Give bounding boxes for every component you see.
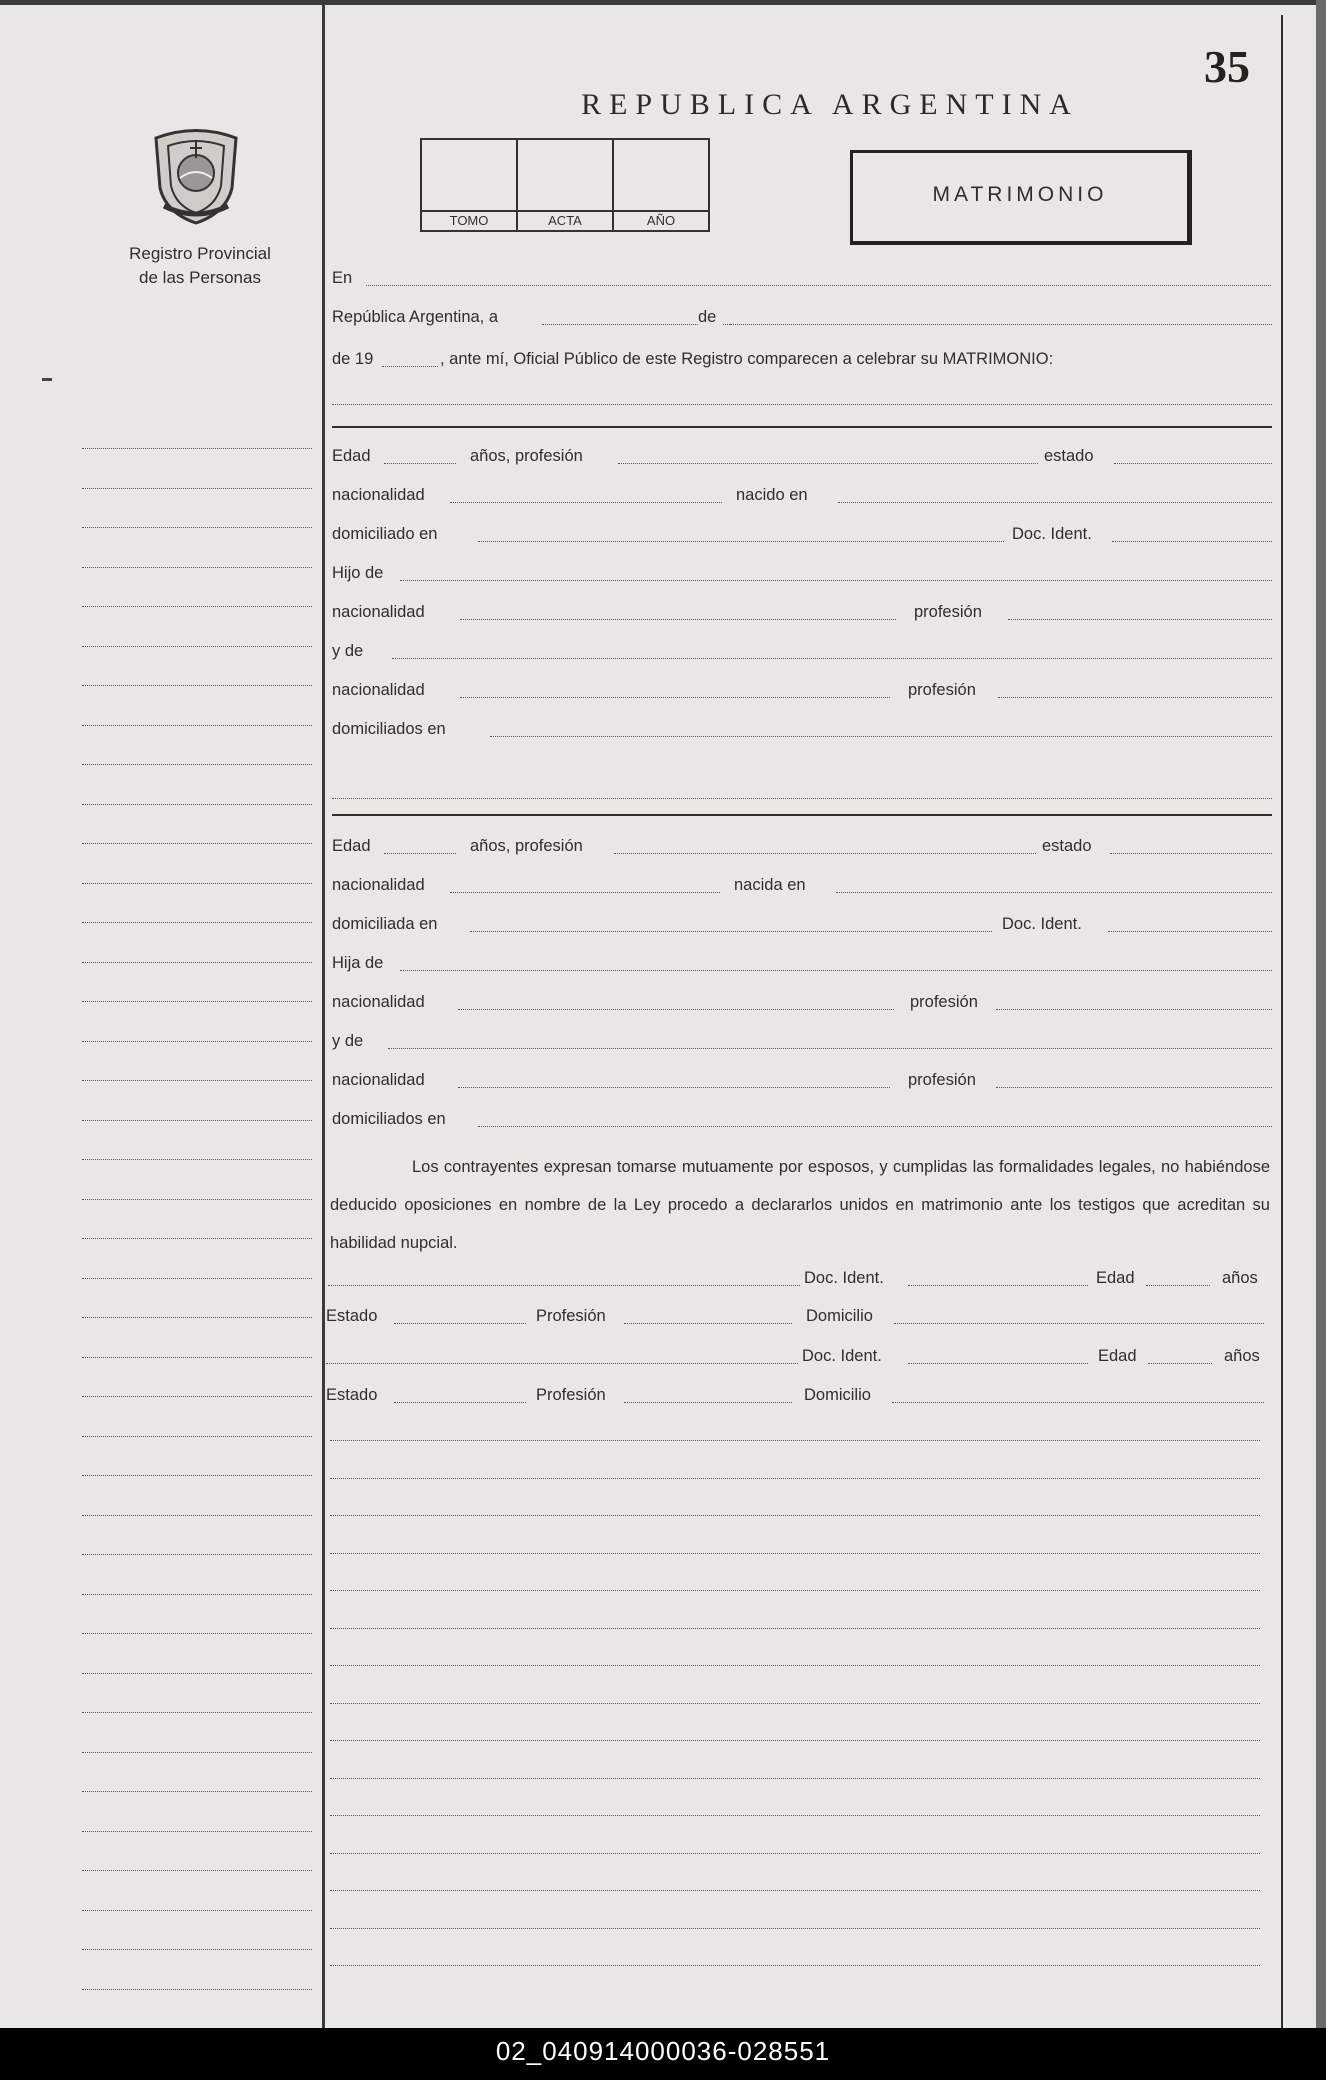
bride-nacionalidad-row: [332, 869, 1272, 899]
remarks-line[interactable]: [330, 1740, 1260, 1741]
margin-note-line[interactable]: [82, 646, 312, 647]
bride-nacida-en-label: nacida en: [734, 876, 806, 894]
witness2-name-field[interactable]: [326, 1363, 798, 1364]
comparecen-text: , ante mí, Oficial Público de este Registro comparecen a celebrar su MATRIMONIO:: [440, 350, 1054, 368]
witness2-domicilio-field[interactable]: [892, 1402, 1264, 1403]
groom-mother-nacionalidad-label: nacionalidad: [332, 681, 425, 699]
bride-father-nac-row: [332, 986, 1272, 1016]
groom-doc-ident-label: Doc. Ident.: [1012, 525, 1092, 543]
month-field[interactable]: [730, 324, 1272, 325]
right-margin-rule: [1281, 15, 1283, 2028]
bride-y-de-label: y de: [332, 1032, 364, 1050]
bride-edad-field[interactable]: [384, 853, 456, 854]
margin-note-line[interactable]: [82, 1475, 312, 1476]
margin-mark: [42, 378, 52, 381]
groom-nacionalidad-label: nacionalidad: [332, 486, 425, 504]
bride-mother-nacionalidad-field[interactable]: [458, 1087, 890, 1088]
bride-doc-ident-label: Doc. Ident.: [1002, 915, 1082, 933]
bride-mother-profesion-label: profesión: [908, 1071, 976, 1089]
groom-edad-label: Edad: [332, 447, 371, 465]
witness2-doc-field[interactable]: [908, 1363, 1088, 1364]
record-type-label: MATRIMONIO: [932, 183, 1108, 206]
margin-note-line[interactable]: [82, 1752, 312, 1753]
margin-note-line[interactable]: [82, 725, 312, 726]
bride-hija-de-label: Hija de: [332, 954, 384, 972]
margin-note-line[interactable]: [82, 1317, 312, 1318]
remarks-line[interactable]: [330, 1590, 1260, 1591]
bride-father-nacionalidad-label: nacionalidad: [332, 993, 425, 1011]
margin-note-line[interactable]: [82, 1989, 312, 1990]
ano-cell: [614, 140, 708, 230]
margin-note-line[interactable]: [82, 962, 312, 963]
declaration-paragraph: [330, 1148, 1270, 1262]
groom-nacionalidad-field[interactable]: [450, 502, 722, 503]
groom-profesion-field[interactable]: [618, 463, 1038, 464]
groom-domiciliado-label: domiciliado en: [332, 525, 438, 543]
margin-note-line[interactable]: [82, 1199, 312, 1200]
margin-note-line[interactable]: [82, 488, 312, 489]
year-field[interactable]: [382, 366, 438, 367]
groom-estado-label: estado: [1044, 447, 1094, 465]
groom-mother-profesion-field[interactable]: [998, 697, 1272, 698]
remarks-line[interactable]: [330, 1665, 1260, 1666]
registry-caption: [90, 242, 310, 290]
groom-father-profesion-label: profesión: [914, 603, 982, 621]
margin-note-line[interactable]: [82, 1357, 312, 1358]
groom-anos-profesion-label: años, profesión: [470, 447, 583, 465]
witness1-edad-label: Edad: [1096, 1269, 1135, 1287]
witness1-edad-field[interactable]: [1146, 1285, 1210, 1286]
remarks-line[interactable]: [330, 1628, 1260, 1629]
intro-en-row: [332, 262, 1272, 292]
remarks-line[interactable]: [330, 1553, 1260, 1554]
margin-note-line[interactable]: [82, 1831, 312, 1832]
page-edge-shadow: [1316, 0, 1326, 2028]
bride-domiciliada-label: domiciliada en: [332, 915, 438, 933]
groom-doc-ident-field[interactable]: [1112, 541, 1272, 542]
top-border: [0, 0, 1326, 5]
en-label: En: [332, 269, 353, 287]
scan-id-label: 02_040914000036-028551: [495, 2036, 831, 2066]
bride-nacida-en-field[interactable]: [836, 892, 1272, 893]
bride-estado-field[interactable]: [1110, 853, 1272, 854]
bride-mother-nac-row: [332, 1064, 1272, 1094]
witness2-anos-label: años: [1224, 1347, 1260, 1365]
margin-note-line[interactable]: [82, 1001, 312, 1002]
witness2-estado-field[interactable]: [394, 1402, 526, 1403]
bride-father-nacionalidad-field[interactable]: [458, 1009, 894, 1010]
margin-note-line[interactable]: [82, 1396, 312, 1397]
en-field[interactable]: [366, 285, 1271, 286]
groom-father-nacionalidad-field[interactable]: [460, 619, 896, 620]
margin-note-line[interactable]: [82, 1041, 312, 1042]
page-number: 35: [1204, 41, 1250, 92]
witness2-doc-row: [326, 1340, 1266, 1370]
bride-profesion-field[interactable]: [614, 853, 1036, 854]
groom-hijo-row: [332, 557, 1272, 587]
witness1-anos-label: años: [1222, 1269, 1258, 1287]
margin-note-line[interactable]: [82, 843, 312, 844]
witness1-domicilio-field[interactable]: [894, 1323, 1264, 1324]
remarks-line[interactable]: [330, 1703, 1260, 1704]
registry-line-1: Registro Provincial: [129, 244, 271, 263]
margin-note-line[interactable]: [82, 1949, 312, 1950]
bride-parents-dom-row: [332, 1103, 1272, 1133]
bride-nacionalidad-field[interactable]: [450, 892, 720, 893]
groom-domicilio-row: [332, 518, 1272, 548]
witness2-profesion-field[interactable]: [624, 1402, 792, 1403]
bride-hija-row: [332, 947, 1272, 977]
margin-note-line[interactable]: [82, 1554, 312, 1555]
groom-extra-line[interactable]: [332, 798, 1272, 799]
remarks-line[interactable]: [330, 1890, 1260, 1891]
groom-edad-field[interactable]: [384, 463, 456, 464]
bride-anos-profesion-label: años, profesión: [470, 837, 583, 855]
bride-mother-row: [332, 1025, 1272, 1055]
witness1-doc-field[interactable]: [908, 1285, 1088, 1286]
groom-mother-nacionalidad-field[interactable]: [460, 697, 890, 698]
groom-hijo-de-label: Hijo de: [332, 564, 384, 582]
witness2-edad-field[interactable]: [1148, 1363, 1212, 1364]
margin-note-line[interactable]: [82, 1870, 312, 1871]
remarks-line[interactable]: [330, 1515, 1260, 1516]
margin-note-line[interactable]: [82, 1515, 312, 1516]
remarks-line[interactable]: [330, 1778, 1260, 1779]
section-rule-1: [332, 426, 1272, 428]
remarks-line[interactable]: [330, 1853, 1260, 1854]
witness2-edad-label: Edad: [1098, 1347, 1137, 1365]
groom-father-profesion-field[interactable]: [1008, 619, 1272, 620]
margin-note-line[interactable]: [82, 883, 312, 884]
remarks-line[interactable]: [330, 1478, 1260, 1479]
intro-year-row: [332, 343, 1272, 373]
groom-mother-profesion-label: profesión: [908, 681, 976, 699]
witness1-doc-ident-label: Doc. Ident.: [804, 1269, 884, 1287]
bride-mother-profesion-field[interactable]: [996, 1087, 1272, 1088]
bride-mother-nacionalidad-label: nacionalidad: [332, 1071, 425, 1089]
remarks-line[interactable]: [330, 1440, 1260, 1441]
witness2-estado-label: Estado: [326, 1386, 378, 1404]
groom-father-nac-row: [332, 596, 1272, 626]
margin-note-line[interactable]: [82, 922, 312, 923]
bride-doc-ident-field[interactable]: [1108, 931, 1272, 932]
bride-estado-label: estado: [1042, 837, 1092, 855]
tomo-label: TOMO: [422, 210, 516, 230]
witness1-profesion-field[interactable]: [624, 1323, 792, 1324]
margin-note-line[interactable]: [82, 567, 312, 568]
groom-nacido-en-label: nacido en: [736, 486, 808, 504]
groom-father-field[interactable]: [400, 580, 1272, 581]
groom-parents-domicilio-field[interactable]: [490, 736, 1272, 737]
bride-domicilio-row: [332, 908, 1272, 938]
margin-note-line[interactable]: [82, 685, 312, 686]
bride-domiciliados-label: domiciliados en: [332, 1110, 446, 1128]
margin-note-line[interactable]: [82, 448, 312, 449]
margin-note-line[interactable]: [82, 1159, 312, 1160]
groom-mother-field[interactable]: [392, 658, 1272, 659]
witness1-doc-row: [328, 1262, 1268, 1292]
intro-date-row: [332, 301, 1272, 331]
tomo-cell: [422, 140, 518, 230]
margin-note-line[interactable]: [82, 1712, 312, 1713]
bride-edad-label: Edad: [332, 837, 371, 855]
remarks-line[interactable]: [330, 1965, 1260, 1966]
margin-note-line[interactable]: [82, 606, 312, 607]
witness1-estado-row: [326, 1300, 1266, 1330]
witness1-estado-field[interactable]: [394, 1323, 526, 1324]
witness1-name-field[interactable]: [328, 1285, 800, 1286]
groom-nacionalidad-row: [332, 479, 1272, 509]
provincial-seal-icon: [146, 118, 246, 228]
margin-note-line[interactable]: [82, 1673, 312, 1674]
margin-divider: [322, 0, 325, 2028]
acta-cell: [518, 140, 614, 230]
registry-line-2: de las Personas: [139, 268, 261, 287]
remarks-line[interactable]: [330, 1928, 1260, 1929]
margin-note-line[interactable]: [82, 1594, 312, 1595]
section-rule-2: [332, 814, 1272, 816]
margin-note-line[interactable]: [82, 527, 312, 528]
bride-father-profesion-label: profesión: [910, 993, 978, 1011]
margin-note-line[interactable]: [82, 804, 312, 805]
bride-father-profesion-field[interactable]: [996, 1009, 1272, 1010]
de-label: de: [698, 308, 722, 327]
de19-label: de 19: [332, 350, 374, 368]
bride-edad-row: [332, 830, 1272, 860]
groom-domiciliados-label: domiciliados en: [332, 720, 446, 738]
country-title: REPUBLICA ARGENTINA: [581, 88, 1079, 121]
ano-label: AÑO: [614, 210, 708, 230]
tomo-acta-ano-box: [420, 138, 710, 232]
witness1-estado-label: Estado: [326, 1307, 378, 1325]
bride-father-field[interactable]: [400, 970, 1272, 971]
witness2-domicilio-label: Domicilio: [804, 1386, 871, 1404]
intro-extra-line[interactable]: [332, 404, 1272, 405]
bride-nacionalidad-label: nacionalidad: [332, 876, 425, 894]
witness1-domicilio-label: Domicilio: [806, 1307, 873, 1325]
margin-note-line[interactable]: [82, 1238, 312, 1239]
groom-edad-row: [332, 440, 1272, 470]
margin-note-line[interactable]: [82, 764, 312, 765]
bride-mother-field[interactable]: [388, 1048, 1272, 1049]
margin-note-line[interactable]: [82, 1120, 312, 1121]
groom-mother-row: [332, 635, 1272, 665]
declaration-text: Los contrayentes expresan tomarse mutuamente por esposos, y cumplidas las formalidades legales, no habiéndose deducido oposiciones en nombre de la Ley procedo a declararlos unidos en matrimonio ante los testigos que acreditan su habilidad nupcial.: [330, 1158, 1270, 1252]
witness2-profesion-label: Profesión: [536, 1386, 606, 1404]
groom-father-nacionalidad-label: nacionalidad: [332, 603, 425, 621]
margin-note-line[interactable]: [82, 1278, 312, 1279]
groom-mother-nac-row: [332, 674, 1272, 704]
record-type-box: [850, 150, 1192, 245]
margin-note-line[interactable]: [82, 1791, 312, 1792]
bride-parents-domicilio-field[interactable]: [478, 1126, 1272, 1127]
groom-estado-field[interactable]: [1114, 463, 1272, 464]
groom-domicilio-field[interactable]: [478, 541, 1004, 542]
margin-note-line[interactable]: [82, 1633, 312, 1634]
groom-parents-dom-row: [332, 713, 1272, 743]
witness1-profesion-label: Profesión: [536, 1307, 606, 1325]
margin-note-line[interactable]: [82, 1080, 312, 1081]
margin-note-line[interactable]: [82, 1910, 312, 1911]
acta-label: ACTA: [518, 210, 612, 230]
groom-nacido-en-field[interactable]: [838, 502, 1272, 503]
witness2-estado-row: [326, 1379, 1266, 1409]
republica-label: República Argentina, a: [332, 308, 499, 326]
bride-domicilio-field[interactable]: [470, 931, 992, 932]
remarks-line[interactable]: [330, 1815, 1260, 1816]
margin-note-line[interactable]: [82, 1436, 312, 1437]
groom-y-de-label: y de: [332, 642, 364, 660]
witness2-doc-ident-label: Doc. Ident.: [802, 1347, 882, 1365]
